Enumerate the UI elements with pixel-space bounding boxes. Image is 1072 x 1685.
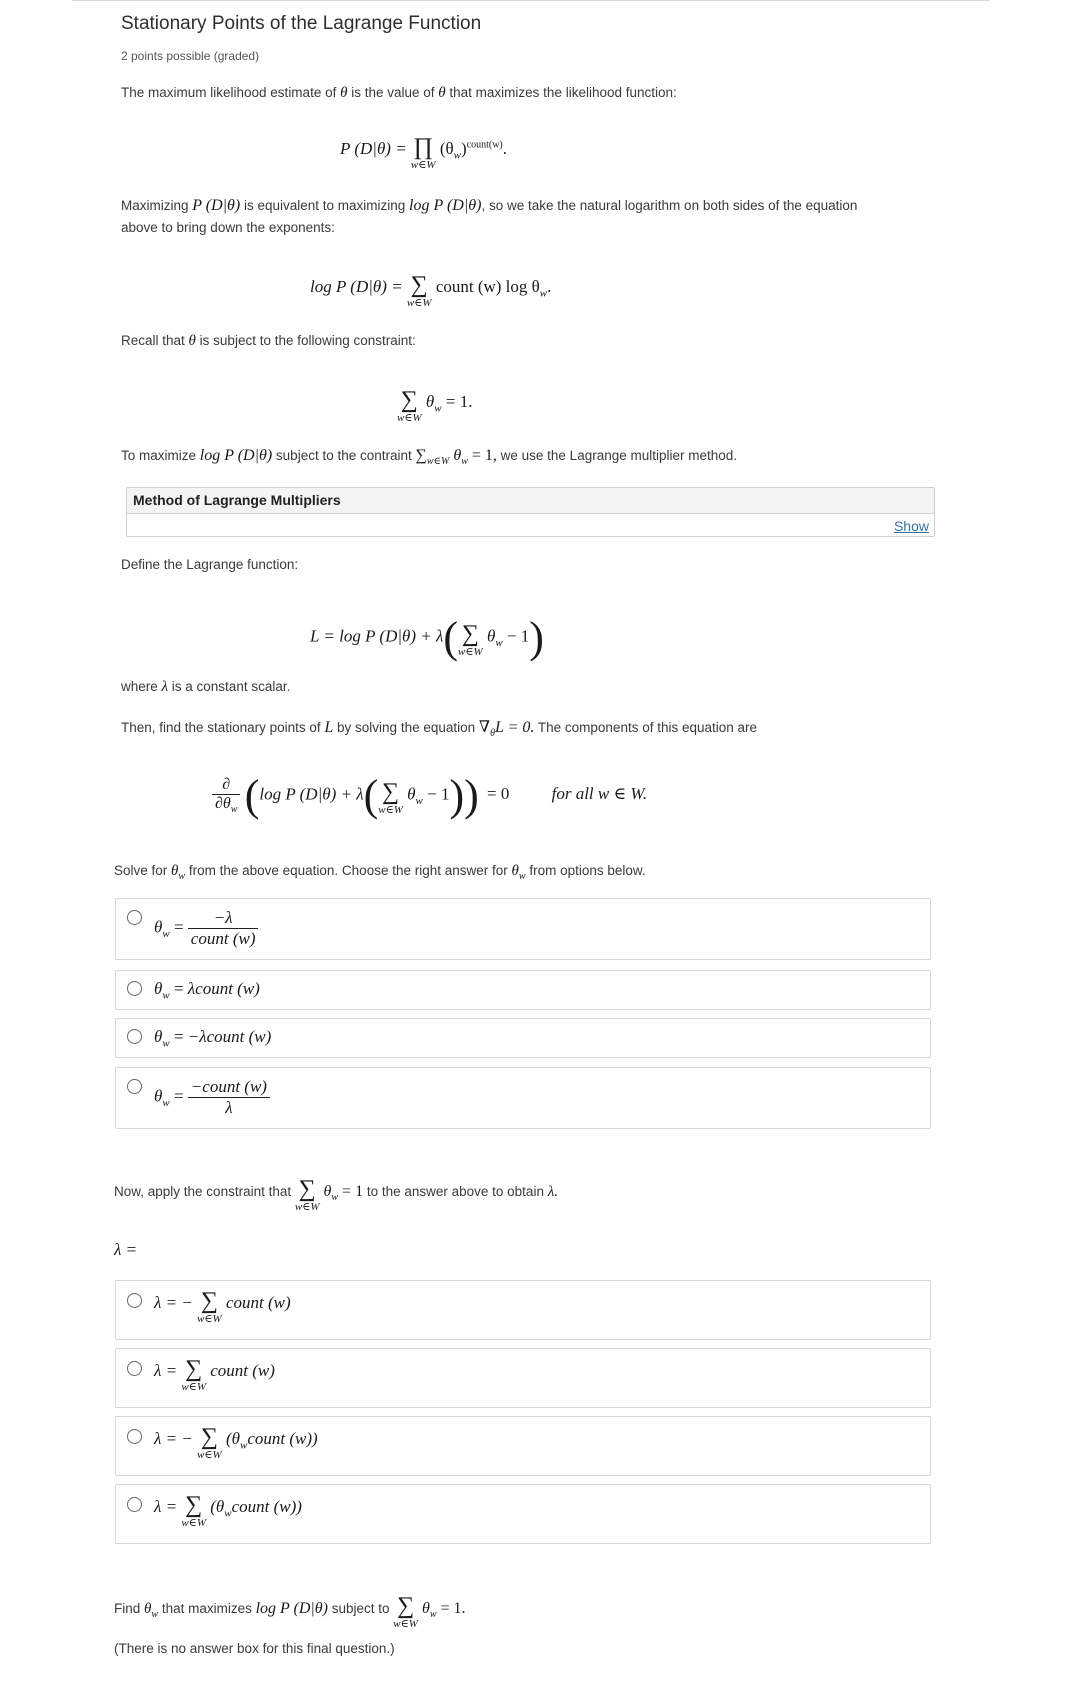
final-note: (There is no answer box for this final question.) bbox=[114, 1641, 395, 1656]
q1-radio-1[interactable] bbox=[127, 910, 142, 925]
q1-option-2[interactable]: $\theta_w$ = λcount (w) bbox=[115, 970, 931, 1010]
show-link[interactable]: Show bbox=[893, 518, 929, 534]
then-text: Then, find the stationary points of L by solving the equation $\nabla_\theta L = 0$. The components of this equation are bbox=[121, 719, 758, 740]
page-title: Stationary Points of the Lagrange Function bbox=[121, 13, 482, 34]
where-text: where λ is a constant scalar. bbox=[121, 679, 291, 695]
top-divider bbox=[72, 0, 990, 1]
question2-prompt: Now, apply the constraint that ∑ w∈W $\theta_w = 1$ to the answer above to obtain λ. bbox=[114, 1176, 558, 1213]
q2-option-4[interactable]: λ = ∑ w∈W ($\theta_wcount$ (w)) bbox=[115, 1484, 931, 1544]
derivative-equation: $\frac{\partial}{\partial\theta_w}$ (log P (D|θ) + λ( ∑ w∈W $\theta_w - 1)) = 0$ for all w ∈ W. bbox=[212, 770, 647, 821]
q1-option-1[interactable]: $\theta_w$ = $\frac{-\lambda}{\text{count (w)}}$ bbox=[115, 898, 931, 960]
define-lagrange-text: Define the Lagrange function: bbox=[121, 557, 299, 572]
q1-option-3[interactable]: $\theta_w$ = −λcount (w) bbox=[115, 1018, 931, 1058]
question1-prompt: Solve for $\theta_w$ from the above equation. Choose the right answer for $\theta_w$ from options below. bbox=[114, 863, 646, 882]
q2-radio-2[interactable] bbox=[127, 1361, 142, 1376]
q2-radio-1[interactable] bbox=[127, 1293, 142, 1308]
q2-option-2[interactable]: λ = ∑ w∈W count (w) bbox=[115, 1348, 931, 1408]
intro-paragraph-4: To maximize log P (D|θ) subject to the contraint $\sum_{w\in W}$ $\theta_w = 1$, we use the Lagrange multiplier method. bbox=[121, 447, 738, 468]
log-likelihood-equation: log P (D|θ) = ∑ w∈W count (w) $\log \theta_w$. bbox=[310, 272, 552, 309]
lambda-answer-label: λ = bbox=[114, 1240, 138, 1259]
final-question: Find $\theta_w$ that maximizes log P (D|θ) subject to ∑ w∈W $\theta_w = 1$. bbox=[114, 1593, 466, 1630]
q1-radio-2[interactable] bbox=[127, 981, 142, 996]
points-label: 2 points possible (graded) bbox=[121, 49, 260, 63]
q1-option-4[interactable]: $\theta_w$ = $\frac{\text{−count (w)}}{\lambda}$ bbox=[115, 1067, 931, 1129]
q1-radio-3[interactable] bbox=[127, 1029, 142, 1044]
q1-radio-4[interactable] bbox=[127, 1079, 142, 1094]
intro-paragraph-3: Recall that θ is subject to the following constraint: bbox=[121, 333, 416, 349]
q2-radio-3[interactable] bbox=[127, 1429, 142, 1444]
lagrange-method-heading: Method of Lagrange Multipliers bbox=[133, 492, 341, 508]
lagrange-method-body bbox=[127, 513, 934, 536]
likelihood-equation: P (D|θ) = ∏ w∈W $(\theta_w)^{count(w)}$. bbox=[340, 134, 508, 171]
constraint-equation: ∑ w∈W $\theta_w = 1$. bbox=[397, 387, 473, 424]
intro-paragraph-2: Maximizing P (D|θ) is equivalent to maximizing log P (D|θ), so we take the natural logarithm on both sides of the equation bbox=[121, 197, 858, 214]
q2-option-1[interactable]: λ = − ∑ w∈W count (w) bbox=[115, 1280, 931, 1340]
intro-paragraph-1: The maximum likelihood estimate of θ is the value of θ that maximizes the likelihood function: bbox=[121, 85, 677, 101]
lagrange-method-panel bbox=[126, 487, 935, 537]
lagrange-equation: L = log P (D|θ) + λ( ∑ w∈W $\theta_w - 1$) bbox=[310, 613, 544, 662]
q2-option-3[interactable]: λ = − ∑ w∈W ($\theta_wcount$ (w)) bbox=[115, 1416, 931, 1476]
q2-radio-4[interactable] bbox=[127, 1497, 142, 1512]
intro-paragraph-2b: above to bring down the exponents: bbox=[121, 220, 335, 235]
